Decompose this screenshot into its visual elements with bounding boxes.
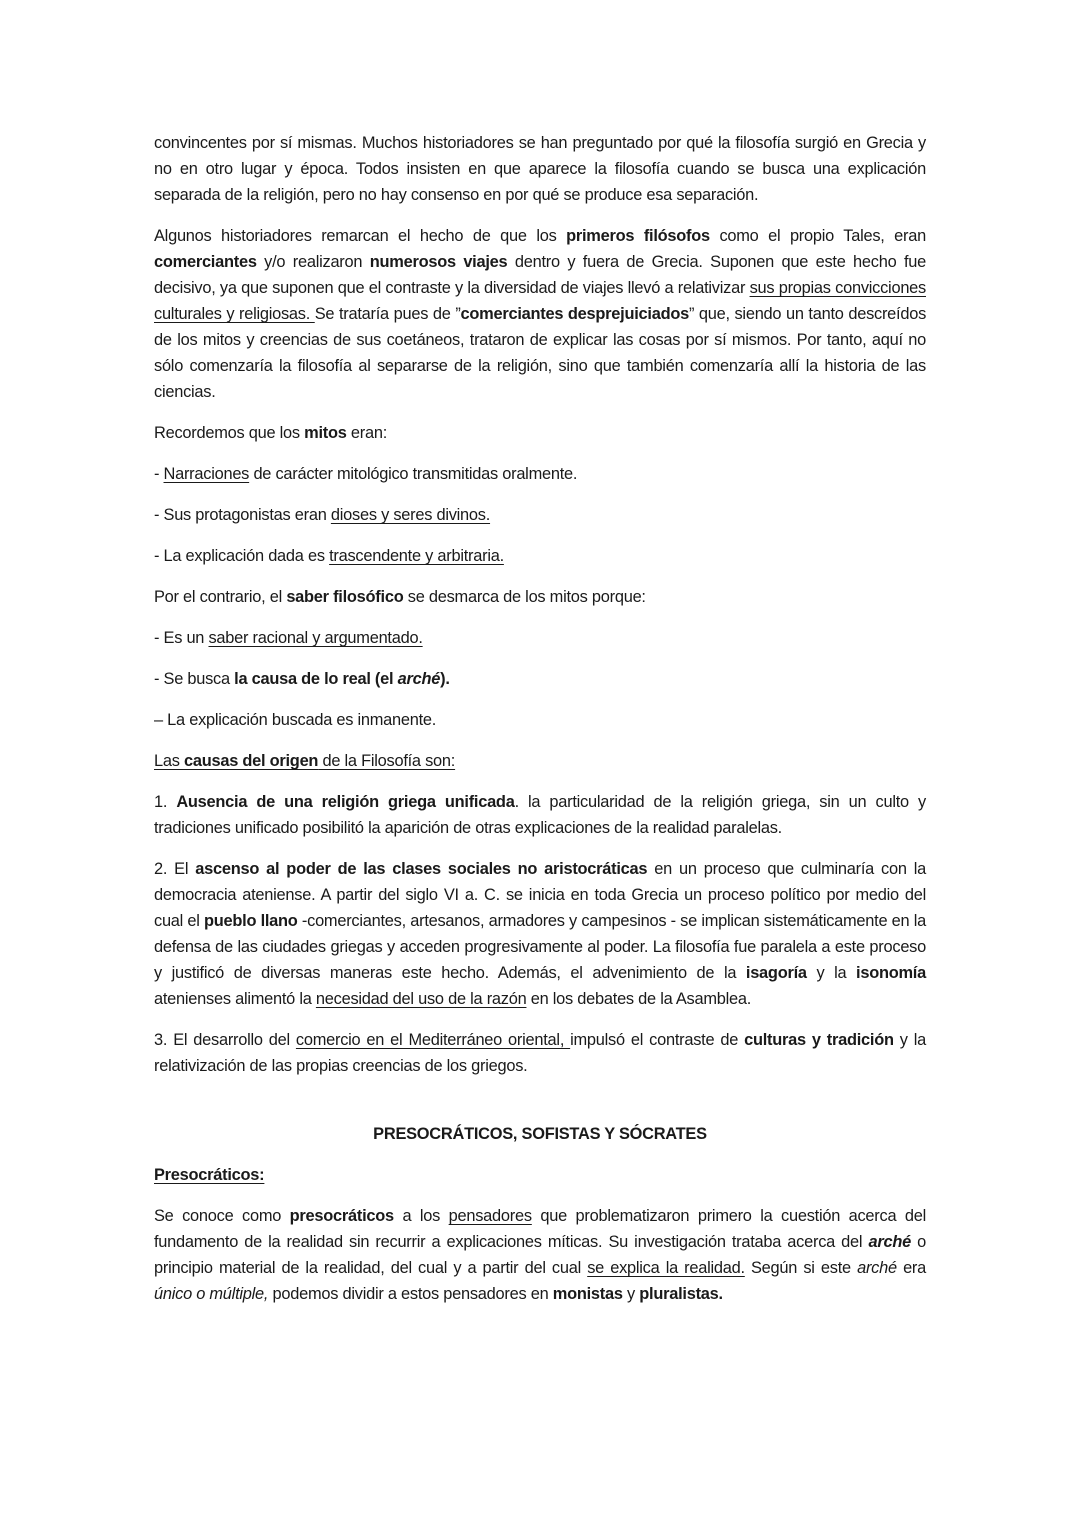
bold-text: Ausencia de una religión griega unificada [176, 793, 515, 811]
text-run: y/o realizaron [256, 253, 370, 271]
bold-text: isagoría [745, 964, 807, 982]
italic-text: arché [857, 1259, 897, 1277]
paragraph [154, 223, 926, 405]
text-run: y la [806, 964, 857, 982]
presocraticos-section [154, 1203, 926, 1307]
paragraph [154, 502, 926, 528]
text-run: Se conoce como [154, 1207, 290, 1225]
paragraph [154, 461, 926, 487]
text-run: 3. El desarrollo del [154, 1031, 296, 1049]
underlined-text: dioses y seres divinos. [330, 506, 491, 524]
bold-text: isonomía [856, 964, 926, 982]
text-run: convincentes por sí mismas. Muchos historiadores se han preguntado por qué la filosofía surgió en Grecia y no en otro lugar y época. Todos insisten en que aparece la filosofía cuando se busca una explicación separada de la religión, pero no hay consenso en por qué se produce esa separación. [154, 134, 926, 204]
text-run: - Se busca [154, 670, 235, 688]
underlined-text: trascendente y arbitraria. [329, 547, 504, 565]
text-run: . la particularidad de la religión griega, sin un culto y tradiciones unificado posibilitó la aparición de otras explicaciones de la realidad paralelas. [154, 793, 926, 837]
text-run: Algunos historiadores remarcan el hecho de que los [154, 227, 567, 245]
paragraph [154, 130, 926, 208]
text-run: 1. [154, 793, 177, 811]
document-page [154, 130, 926, 1322]
underlined-text: pensadores [448, 1207, 532, 1225]
text-run: en los debates de la Asamblea. [526, 990, 752, 1008]
bold-text: ascenso al poder de las clases sociales no aristocráticas [195, 860, 648, 878]
bold-text: comerciantes desprejuiciados [460, 305, 689, 323]
text-run: como el propio Tales, eran [709, 227, 926, 245]
bold-text: causas del origen [183, 752, 319, 770]
paragraph [154, 1203, 926, 1307]
text-run: y [622, 1285, 640, 1303]
bold-text: la causa de lo real (el [234, 670, 398, 688]
text-run: -comerciantes, artesanos, armadores y campesinos - se implican sistemáticamente en la defensa de las ciudades griegas y acceden progresivamente al poder. La filosofía fue paralela a este proceso y justificó de diversas maneras este hecho. Además, el advenimiento de la [154, 912, 926, 982]
text-run: - Es un [154, 629, 209, 647]
paragraph [154, 748, 926, 774]
paragraph [154, 789, 926, 841]
text-run: se desmarca de los mitos porque: [403, 588, 646, 606]
text-run: - [154, 465, 164, 483]
underlined-text: Las [154, 752, 184, 770]
text-run: dentro y fuera de Grecia. Suponen que este hecho fue decisivo, ya que suponen que el contraste y la diversidad de viajes llevó a relativizar [154, 253, 926, 297]
underlined-text: sus propias convicciones culturales y religiosas. [154, 279, 926, 323]
bold-text: presocráticos [289, 1207, 394, 1225]
text-run: Se trataría pues de ” [314, 305, 461, 323]
underlined-text: de la Filosofía son: [318, 752, 456, 770]
text-run: – La explicación buscada es inmanente. [154, 711, 437, 729]
text-run: eran: [346, 424, 388, 442]
text-run: o principio material de la realidad, del cual y a partir del cual [154, 1233, 927, 1277]
bold-text: numerosos viajes [369, 253, 508, 271]
text-run: - Sus protagonistas eran [154, 506, 331, 524]
underlined-text: necesidad del uso de la razón [315, 990, 527, 1008]
italic-text: único o múltiple, [154, 1285, 269, 1303]
bold-text: culturas y tradición [744, 1031, 894, 1049]
underlined-text: saber racional y argumentado. [208, 629, 423, 647]
underlined-text: comercio en el Mediterráneo oriental, [295, 1031, 571, 1049]
bold-text: pueblo llano [204, 912, 298, 930]
section-heading: PRESOCRÁTICOS, SOFISTAS Y SÓCRATES [373, 1125, 707, 1143]
bold-text: saber filosófico [286, 588, 404, 606]
text-run: Recordemos que los [154, 424, 305, 442]
paragraph [154, 584, 926, 610]
bold-text: mitos [304, 424, 347, 442]
bold-text: comerciantes [154, 253, 257, 271]
text-run: era [896, 1259, 927, 1277]
paragraph [154, 707, 926, 733]
text-run: podemos dividir a estos pensadores en [268, 1285, 553, 1303]
paragraph [154, 1027, 926, 1079]
paragraph [154, 666, 926, 692]
text-run: en un proceso que culminaría con la democracia ateniense. A partir del siglo VI a. C. se inicia en toda Grecia un proceso político por medio del cual el [154, 860, 926, 930]
body-section [154, 130, 926, 1079]
underlined-text: Narraciones [163, 465, 250, 483]
text-run: Por el contrario, el [154, 588, 287, 606]
text-run: Según si este [744, 1259, 858, 1277]
underlined-text: se explica la realidad. [587, 1259, 745, 1277]
paragraph [154, 420, 926, 446]
text-run: que problematizaron primero la cuestión acerca del fundamento de la realidad sin recurrir a explicaciones míticas. Su investigación trataba acerca del [154, 1207, 926, 1251]
bold-text: ). [440, 670, 450, 688]
subsection-heading: Presocráticos: [154, 1166, 265, 1184]
paragraph [154, 625, 926, 651]
text-run: y la relativización de las propias creencias de los griegos. [154, 1031, 926, 1075]
text-run: atenienses alimentó la [154, 990, 316, 1008]
text-run: - La explicación dada es [154, 547, 330, 565]
bold-text: monistas [552, 1285, 623, 1303]
text-run: 2. El [154, 860, 196, 878]
text-run: a los [393, 1207, 449, 1225]
bold-text: arché [868, 1233, 911, 1251]
text-run: ” que, siendo un tanto descreídos de los mitos y creencias de sus coetáneos, trataron de explicar las cosas por sí mismos. Por tanto, aquí no sólo comenzaría la filosofía al separarse de la religión, sino que también comenzaría allí la historia de las ciencias. [154, 305, 927, 401]
paragraph [154, 543, 926, 569]
bold-text: arché [397, 670, 441, 688]
bold-text: pluralistas. [639, 1285, 723, 1303]
text-run: de carácter mitológico transmitidas oralmente. [249, 465, 578, 483]
text-run: impulsó el contraste de [570, 1031, 745, 1049]
paragraph [154, 856, 926, 1012]
bold-text: primeros filósofos [566, 227, 710, 245]
